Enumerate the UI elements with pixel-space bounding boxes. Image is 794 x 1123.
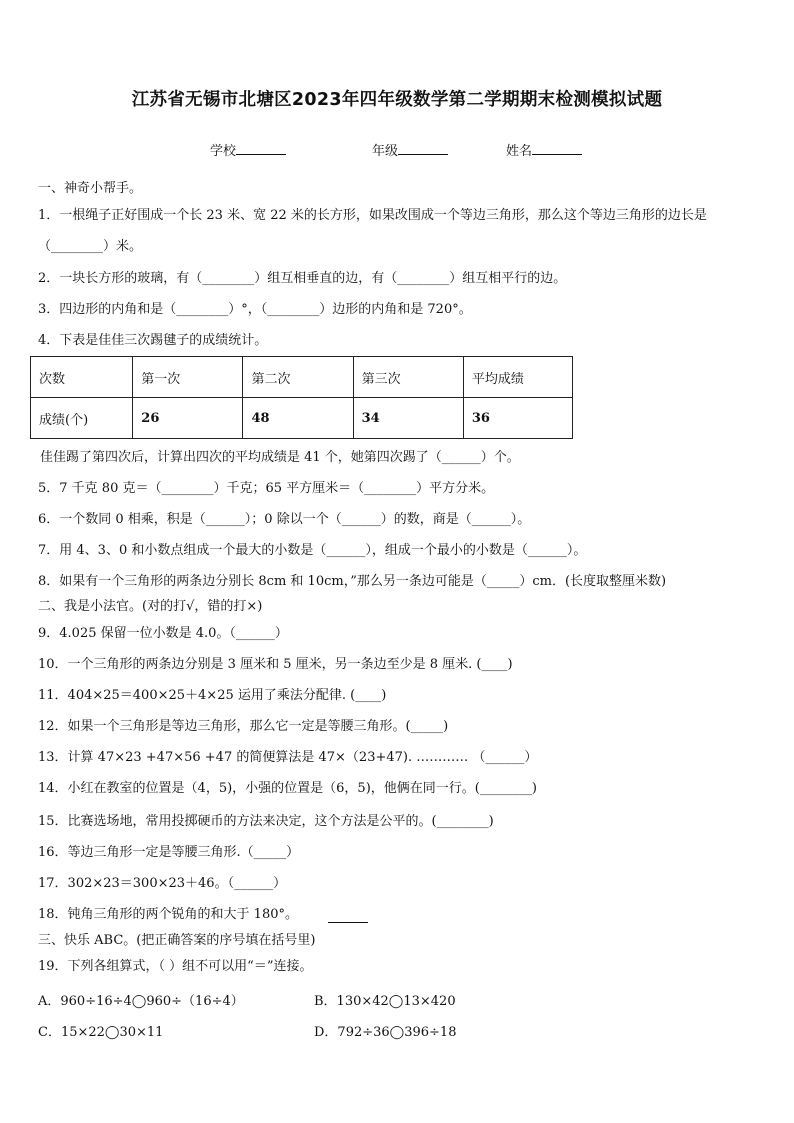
section-heading-2: 二、我是小法官。(对的打√，错的打×) (38, 599, 263, 614)
question-1-cont: （________）米。 (38, 239, 143, 254)
table-cell: 36 (463, 398, 572, 439)
school-label: 学校 (210, 144, 237, 159)
table-cell: 成绩(个) (31, 398, 133, 439)
question-11: 11．404×25＝400×25＋4×25 运用了乘法分配律. (____) (38, 688, 387, 703)
question-1: 1．一根绳子正好围成一个长 23 米、宽 22 米的长方形，如果改围成一个等边三角形，那么这个等边三角形的边长是 (38, 208, 707, 223)
school-field (210, 140, 286, 159)
question-16: 16．等边三角形一定是等腰三角形.（_____） (38, 845, 300, 860)
table-cell: 34 (353, 398, 463, 439)
question-9: 9．4.025 保留一位小数是 4.0。（______） (38, 626, 288, 641)
table-header-row (31, 357, 573, 398)
name-field (506, 140, 582, 159)
section-heading-1: 一、神奇小帮手。 (38, 181, 143, 196)
question-19: 19．下列各组算式，（ ）组不可以用“＝”连接。 (38, 959, 313, 974)
section-heading-3: 三、快乐 ABC。(把正确答案的序号填在括号里) (38, 933, 316, 948)
grade-label: 年级 (372, 144, 399, 159)
option-c: C．15×22◯30×11 (38, 1025, 164, 1040)
question-6: 6．一个数同 0 相乘，积是（______）；0 除以一个（______）的数，商是（______）。 (38, 512, 531, 527)
table-cell: 26 (133, 398, 243, 439)
table-cell: 第三次 (353, 357, 463, 398)
option-d: D．792÷36◯396÷18 (314, 1025, 457, 1040)
question-13: 13．计算 47×23 +47×56 +47 的简便算法是 47×（23+47). ………… （______） (38, 750, 538, 765)
question-4: 4．下表是佳佳三次踢毽子的成绩统计。 (38, 333, 268, 348)
question-18: 18．钝角三角形的两个锐角的和大于 180°。 (38, 907, 298, 922)
table-cell: 48 (243, 398, 353, 439)
question-2: 2．一块长方形的玻璃，有（________）组互相垂直的边，有（________）组互相平行的边。 (38, 271, 567, 286)
question-7: 7．用 4、3、0 和小数点组成一个最大的小数是（______），组成一个最小的小数是（______）。 (38, 543, 587, 558)
grade-blank (398, 141, 448, 155)
question-15: 15．比赛选场地，常用投掷硬币的方法来决定，这个方法是公平的。(________) (38, 814, 494, 829)
question-3: 3．四边形的内角和是（________）°，（________）边形的内角和是 720°。 (38, 302, 472, 317)
question-17: 17．302×23＝300×23＋46。（______） (38, 876, 287, 891)
question-14: 14．小红在教室的位置是（4，5)，小强的位置是（6，5)，他俩在同一行。(________) (38, 781, 537, 796)
answer-blank-18 (328, 912, 368, 923)
table-cell: 第二次 (243, 357, 353, 398)
table-cell: 次数 (31, 357, 133, 398)
question-8: 8．如果有一个三角形的两条边分别长 8cm 和 10cm，”那么另一条边可能是（_____）cm．(长度取整厘米数) (38, 574, 667, 589)
question-4-cont: 佳佳踢了第四次后，计算出四次的平均成绩是 41 个，她第四次踢了（______）个。 (40, 450, 520, 465)
question-10: 10．一个三角形的两条边分别是 3 厘米和 5 厘米，另一条边至少是 8 厘米. (____) (38, 657, 513, 672)
table-row (31, 398, 573, 439)
name-blank (532, 141, 582, 155)
name-label: 姓名 (506, 144, 533, 159)
school-blank (236, 141, 286, 155)
table-cell: 第一次 (133, 357, 243, 398)
question-12: 12．如果一个三角形是等边三角形，那么它一定是等腰三角形。(_____) (38, 719, 449, 734)
option-a: A．960÷16÷4◯960÷（16÷4） (38, 994, 244, 1009)
grade-field (372, 140, 448, 159)
option-b: B．130×42◯13×420 (314, 994, 456, 1009)
table-cell: 平均成绩 (463, 357, 572, 398)
question-5: 5．7 千克 80 克＝（________）千克；65 平方厘米＝（________）平方分米。 (38, 481, 495, 496)
page-title: 江苏省无锡市北塘区2023年四年级数学第二学期期末检测模拟试题 (131, 90, 663, 110)
score-table (30, 356, 573, 439)
